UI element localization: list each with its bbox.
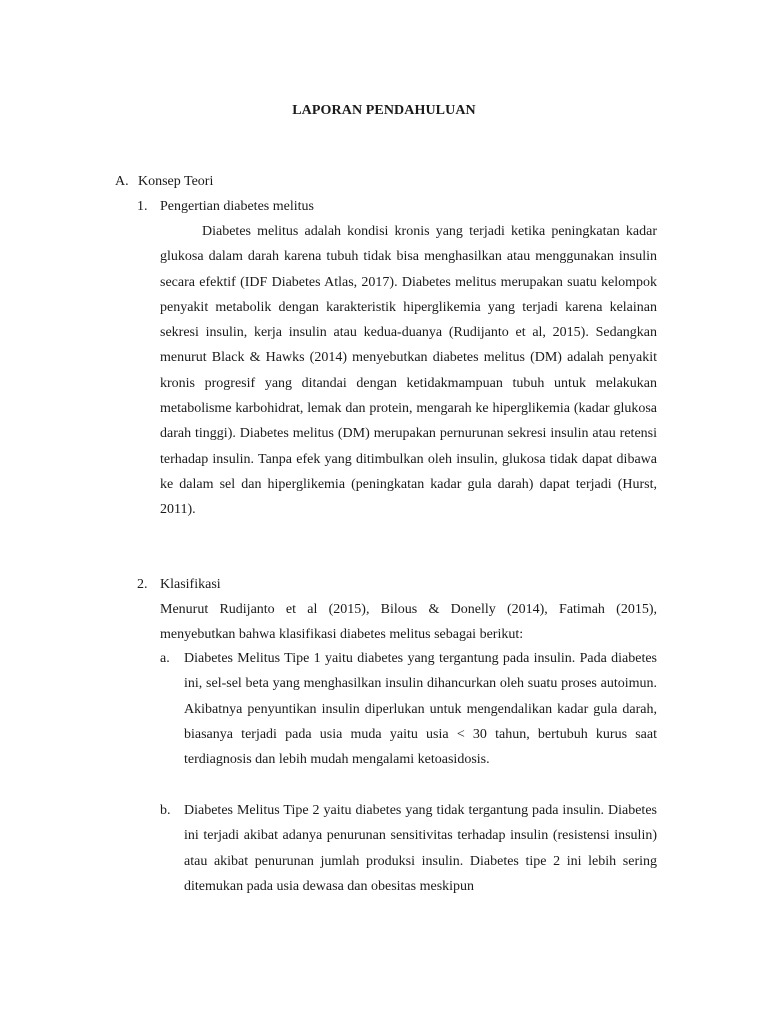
subsection-1-marker: 1.: [137, 199, 148, 214]
document-title: LAPORAN PENDAHULUAN: [292, 103, 476, 118]
list-item-marker: a.: [160, 651, 170, 666]
list-item-marker: b.: [160, 803, 171, 818]
classification-intro: Menurut Rudijanto et al (2015), Bilous & Donelly (2014), Fatimah (2015), menyebutkan bahwa klasifikasi diabetes melitus sebagai berikut:: [160, 602, 657, 643]
section-heading: Konsep Teori: [138, 174, 214, 189]
list-item-text: Diabetes Melitus Tipe 2 yaitu diabetes yang tidak tergantung pada insulin. Diabetes ini terjadi akibat adanya penurunan sensitivitas terhadap insulin (resistensi insulin) atau akibat penurunan jumlah produksi insulin. Diabetes tipe 2 ini lebih sering ditemukan pada usia dewasa dan obesitas meskipun: [184, 803, 657, 894]
subsection-1-heading: Pengertian diabetes melitus: [160, 199, 314, 214]
list-item-text: Diabetes Melitus Tipe 1 yaitu diabetes yang tergantung pada insulin. Pada diabetes ini, sel-sel beta yang menghasilkan insulin dihancurkan oleh suatu proses autoimun. Akibatnya penyuntikan insulin diperlukan untuk mengendalikan kadar gula darah, biasanya terjadi pada usia muda yaitu usia < 30 tahun, bertubuh kurus saat terdiagnosis dan lebih mudah mengalami ketoasidosis.: [184, 651, 657, 768]
subsection-2-marker: 2.: [137, 577, 148, 592]
definition-paragraph: Diabetes melitus adalah kondisi kronis yang terjadi ketika peningkatan kadar glukosa dalam darah karena tubuh tidak bisa menghasilkan atau menggunakan insulin secara efektif (IDF Diabetes Atlas, 2017). Diabetes melitus merupakan suatu kelompok penyakit metabolik dengan karakteristik hiperglikemia yang terjadi karena kelainan sekresi insulin, kerja insulin atau kedua-duanya (Rudijanto et al, 2015). Sedangkan menurut Black & Hawks (2014) menyebutkan diabetes melitus (DM) adalah penyakit kronis progresif yang ditandai dengan ketidakmampuan tubuh untuk melakukan metabolisme karbohidrat, lemak dan protein, mengarah ke hiperglikemia (kadar glukosa darah tinggi). Diabetes melitus (DM) merupakan pernurunan sekresi insulin atau retensi terhadap insulin. Tanpa efek yang ditimbulkan oleh insulin, glukosa tidak dapat dibawa ke dalam sel dan hiperglikemia (peningkatan kadar gula darah) dapat terjadi (Hurst, 2011).: [160, 224, 657, 518]
subsection-2-heading: Klasifikasi: [160, 577, 221, 592]
section-marker: A.: [115, 174, 129, 189]
